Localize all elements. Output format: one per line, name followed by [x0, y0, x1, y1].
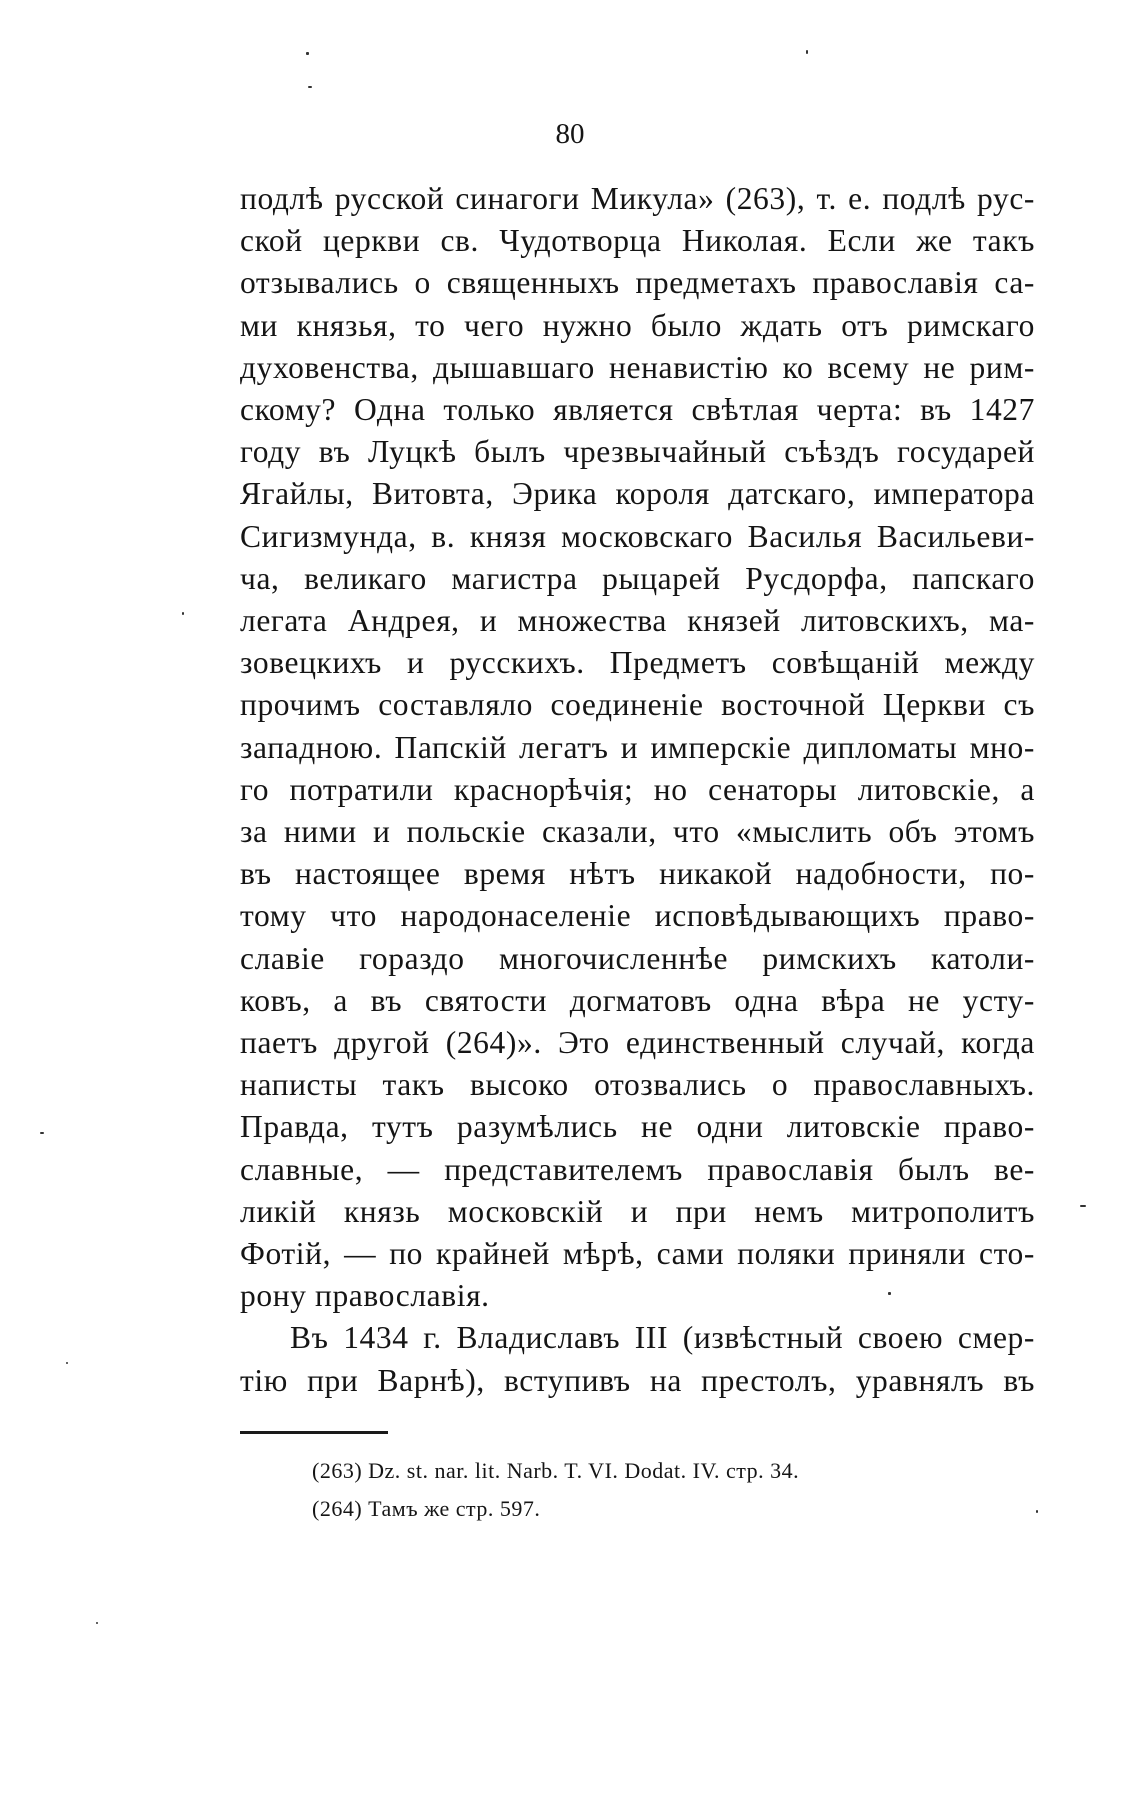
scan-speck	[40, 1132, 44, 1134]
scan-speck	[96, 1622, 98, 1624]
text-line: ликій князь московскій и при немъ митрополитъ	[240, 1193, 1035, 1229]
footnote-divider	[240, 1431, 388, 1434]
scan-speck	[806, 50, 808, 54]
paragraph-2	[240, 1317, 1035, 1401]
scan-speck	[182, 612, 184, 615]
paragraph-1	[240, 178, 1035, 1317]
text-line: въ настоящее время нѣтъ никакой надобности, по-	[240, 856, 1035, 892]
text-line: славные, — представителемъ православія былъ ве-	[240, 1151, 1035, 1187]
text-line: тому что народонаселеніе исповѣдывающихъ право-	[240, 898, 1035, 934]
page-number: 80	[555, 118, 585, 150]
text-line: ковъ, а въ святости догматовъ одна вѣра не усту-	[240, 982, 1035, 1018]
text-line: духовенства, дышавшаго ненавистію ко всему не рим-	[240, 349, 1035, 385]
text-line: го потратили краснорѣчія; но сенаторы литовскіе, а	[240, 771, 1035, 807]
body-text	[240, 178, 1035, 1402]
text-line: написты такъ высоко отозвались о православныхъ.	[240, 1067, 1035, 1103]
scan-speck	[306, 52, 309, 55]
scan-speck	[66, 1362, 68, 1364]
text-line: ми князья, то чего нужно было ждать отъ римскаго	[240, 307, 1035, 343]
text-line: году въ Луцкѣ былъ чрезвычайный съѣздъ государей	[240, 434, 1035, 470]
text-line: славіе гораздо многочисленнѣе римскихъ католи-	[240, 940, 1035, 976]
text-line: Сигизмунда, в. князя московскаго Василья Васильеви-	[240, 518, 1035, 554]
text-line: Фотій, — по крайней мѣрѣ, сами поляки приняли сто-	[240, 1236, 1035, 1272]
text-line: тію при Варнѣ), вступивъ на престолъ, уравнялъ въ	[240, 1362, 1035, 1398]
text-line: ской церкви св. Чудотворца Николая. Если же такъ	[240, 223, 1035, 259]
scan-speck	[1080, 1205, 1086, 1207]
scan-speck	[1036, 1510, 1038, 1513]
footnotes	[312, 1452, 799, 1528]
footnote: (264) Тамъ же стр. 597.	[312, 1496, 541, 1521]
text-line: Въ 1434 г. Владиславъ III (извѣстный своею смер-	[290, 1320, 1035, 1356]
text-line: за ними и польскіе сказали, что «мыслить объ этомъ	[240, 814, 1035, 850]
text-line: прочимъ составляло соединеніе восточной Церкви съ	[240, 687, 1035, 723]
text-line: рону православія.	[240, 1278, 490, 1314]
text-line: скому? Одна только является свѣтлая черта: въ 1427	[240, 392, 1035, 428]
scan-speck	[308, 86, 312, 88]
text-line: зовецкихъ и русскихъ. Предметъ совѣщаній между	[240, 645, 1035, 681]
scan-speck	[888, 1292, 891, 1295]
text-line: отзывались о священныхъ предметахъ православія са-	[240, 265, 1035, 301]
text-line: паетъ другой (264)». Это единственный случай, когда	[240, 1025, 1035, 1061]
text-line: западною. Папскій легатъ и имперскіе дипломаты мно-	[240, 729, 1035, 765]
text-line: ча, великаго магистра рыцарей Русдорфа, папскаго	[240, 560, 1035, 596]
footnote: (263) Dz. st. nar. lit. Narb. T. VI. Dodat. IV. стр. 34.	[312, 1458, 800, 1483]
text-line: Ягайлы, Витовта, Эрика короля датскаго, императора	[240, 476, 1035, 512]
text-line: подлѣ русской синагоги Микула» (263), т. е. подлѣ рус-	[240, 181, 1035, 216]
text-line: легата Андрея, и множества князей литовскихъ, ма-	[240, 603, 1035, 639]
text-line: Правда, тутъ разумѣлись не одни литовскіе право-	[240, 1109, 1035, 1145]
